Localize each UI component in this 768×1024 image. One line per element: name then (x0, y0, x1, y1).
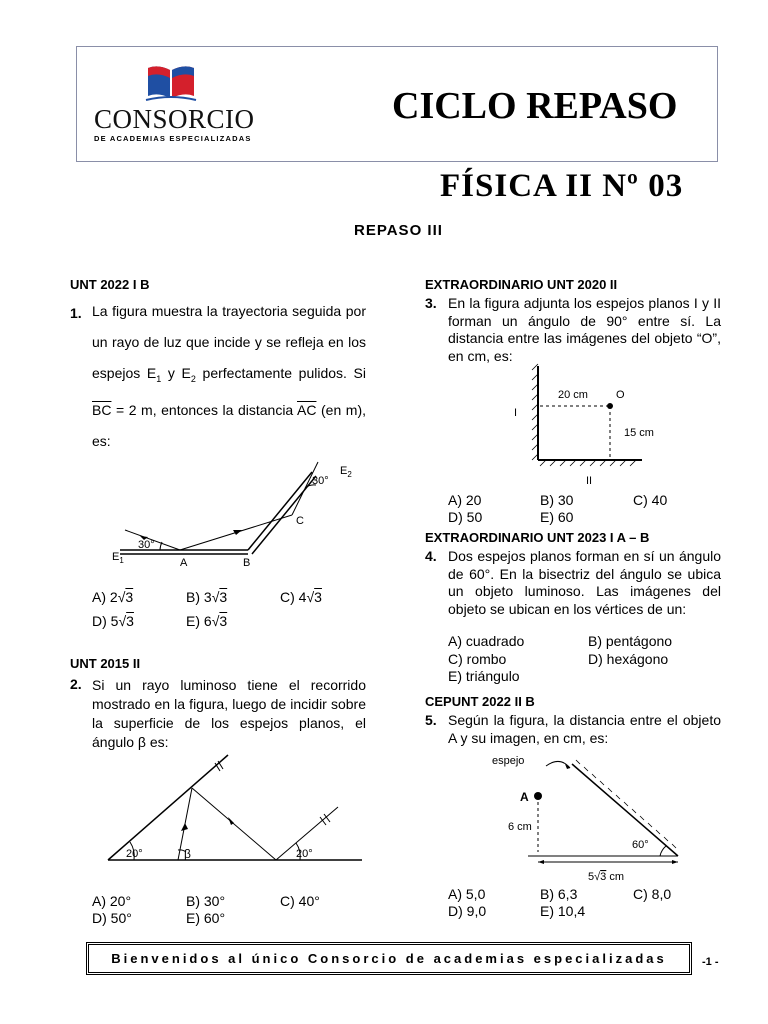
q2-option-b[interactable]: B) 30° (186, 893, 226, 909)
footer-text: Bienvenidos al único Consorcio de academias especializadas (111, 951, 667, 966)
q3-option-a[interactable]: A) 20 (448, 492, 482, 508)
q1-option-c[interactable]: C) 4√3 (280, 589, 322, 605)
q1-label-e1: $E_1$ (112, 551, 124, 565)
q5-option-a[interactable]: A) 5,0 (448, 886, 486, 902)
consorcio-logo-icon (146, 64, 196, 104)
q5-mirror-label: espejo (492, 755, 525, 767)
q5-option-d[interactable]: D) 9,0 (448, 903, 487, 919)
q1-option-d[interactable]: D) 5√3 (92, 613, 134, 629)
q3-option-e[interactable]: E) 60 (540, 509, 574, 525)
q2-angle-right: 20° (296, 848, 313, 860)
q4-option-c[interactable]: C) rombo (448, 651, 507, 667)
q5-source: CEPUNT 2022 II B (425, 694, 535, 709)
q2-text: Si un rayo luminoso tiene el recorrido mostrado en la figura, luego de incidir sobre la superficie de los espejos planos, el ángulo β es: (92, 677, 366, 750)
q3-mirror-ii: II (586, 475, 593, 487)
q4-source: EXTRAORDINARIO UNT 2023 I A – B (425, 530, 650, 545)
q3-mirror-i: I (514, 407, 518, 419)
q4-option-d[interactable]: D) hexágono (588, 651, 669, 667)
q2-beta: β (184, 847, 191, 861)
subject-title: FÍSICA II Nº 03 (440, 168, 684, 204)
q2-option-e[interactable]: E) 60° (186, 910, 226, 926)
q2-option-d[interactable]: D) 50° (92, 910, 132, 926)
q1-label-a: A (180, 557, 188, 569)
q3-obj-label: O (616, 389, 625, 401)
q4-option-a[interactable]: A) cuadrado (448, 633, 525, 649)
page-title: CICLO REPASO (392, 85, 678, 127)
q1-label-b: B (243, 557, 251, 569)
q3-source: EXTRAORDINARIO UNT 2020 II (425, 277, 618, 292)
q4-option-b[interactable]: B) pentágono (588, 633, 673, 649)
q1-text: La figura muestra la trayectoria seguida por un rayo de luz que incide y se refleja en los espejos $E_1$ y $E_2$ perfectamente pulidos. Si $\overline{BC} = 2$ m, entonces la distancia $\overline{AC}$ (en m), es: (92, 303, 367, 449)
q3-dist-15: 15 cm (624, 427, 654, 439)
q4-option-e[interactable]: E) triángulo (448, 668, 520, 684)
q4-text: Dos espejos planos forman en sí un ángulo de 60°. En la bisectriz del ángulo se ubica un objeto luminoso. Las imágenes del objeto se ubican en los vértices de un: (448, 548, 721, 617)
q2-number: 2. (70, 676, 82, 692)
q3-text: En la figura adjunta los espejos planos I y II forman un ángulo de 90° entre sí. La distancia entre las imágenes del objeto “O”, en cm, es: (448, 295, 721, 364)
q5-base: 5√3 cm (588, 871, 625, 883)
q1-angle2: 30° (312, 475, 329, 487)
q5-option-c[interactable]: C) 8,0 (633, 886, 672, 902)
q3-option-c[interactable]: C) 40 (633, 492, 668, 508)
q1-angle1: 30° (138, 539, 155, 551)
q5-option-b[interactable]: B) 6,3 (540, 886, 578, 902)
page-number: -1 - (702, 956, 719, 968)
q3-mirror-figure (510, 362, 654, 487)
q2-source: UNT 2015 II (70, 656, 141, 671)
section-title: REPASO III (354, 222, 443, 239)
q1-number: 1. (70, 305, 82, 321)
q2-option-a[interactable]: A) 20° (92, 893, 132, 909)
q3-option-d[interactable]: D) 50 (448, 509, 483, 525)
q1-label-e2: $E_2$ (340, 465, 352, 479)
logo-name: CONSORCIO (94, 104, 255, 134)
logo-subtitle: DE ACADEMIAS ESPECIALIZADAS (94, 134, 252, 143)
q3-dist-20: 20 cm (558, 389, 588, 401)
q5-number: 5. (425, 712, 437, 728)
q1-label-c: C (296, 515, 304, 527)
q1-option-a[interactable]: A) 2√3 (92, 589, 134, 605)
q5-angle: 60° (632, 839, 649, 851)
q3-number: 3. (425, 295, 437, 311)
q2-option-c[interactable]: C) 40° (280, 893, 320, 909)
q5-height: 6 cm (508, 821, 532, 833)
q5-text: Según la figura, la distancia entre el objeto A y su imagen, en cm, es: (448, 712, 721, 746)
q1-mirror-figure (100, 460, 370, 575)
q2-mirror-figure (100, 755, 370, 870)
q3-option-b[interactable]: B) 30 (540, 492, 574, 508)
q1-option-e[interactable]: E) 6√3 (186, 613, 228, 629)
q1-source: UNT 2022 I B (70, 277, 150, 292)
q1-option-b[interactable]: B) 3√3 (186, 589, 228, 605)
q5-mirror-figure (488, 750, 698, 885)
q5-obj-label: A (520, 790, 529, 804)
q5-option-e[interactable]: E) 10,4 (540, 903, 586, 919)
q4-number: 4. (425, 548, 437, 564)
q2-angle-left: 20° (126, 848, 143, 860)
